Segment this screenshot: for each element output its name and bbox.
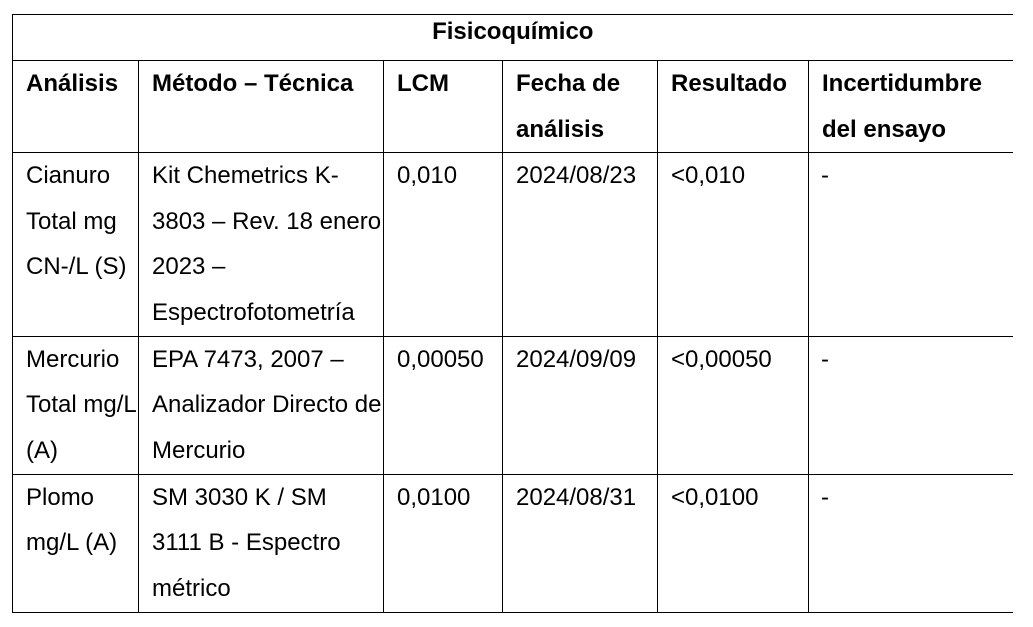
cell-fecha: 2024/08/31 [503,474,658,612]
cell-fecha: 2024/09/09 [503,336,658,474]
cell-analisis: Cianuro Total mg CN-/L (S) [13,153,139,336]
table-row [13,336,1013,474]
header-analisis: Análisis [13,61,139,153]
cell-resultado: <0,00050 [658,336,809,474]
header-incertidumbre: Incertidumbre del ensayo [809,61,1013,153]
header-fecha-analisis: Fecha de análisis [503,61,658,153]
cell-lcm: 0,010 [384,153,503,336]
cell-incertidumbre: - [809,153,1013,336]
cell-metodo: EPA 7473, 2007 – Analizador Directo de Mercurio [139,336,384,474]
cell-incertidumbre: - [809,474,1013,612]
table-title-row [13,15,1013,61]
cell-lcm: 0,00050 [384,336,503,474]
cell-resultado: <0,0100 [658,474,809,612]
cell-fecha: 2024/08/23 [503,153,658,336]
cell-metodo: SM 3030 K / SM 3111 B - Espectro métrico [139,474,384,612]
cell-analisis: Mercurio Total mg/L (A) [13,336,139,474]
cell-resultado: <0,010 [658,153,809,336]
table-title: Fisicoquímico [13,15,1013,61]
table-row [13,474,1013,612]
table-header-row [13,61,1013,153]
header-metodo-tecnica: Método – Técnica [139,61,384,153]
cell-incertidumbre: - [809,336,1013,474]
cell-metodo: Kit Chemetrics K-3803 – Rev. 18 enero 2023 – Espectrofotometría [139,153,384,336]
header-resultado: Resultado [658,61,809,153]
cell-lcm: 0,0100 [384,474,503,612]
table-row [13,153,1013,336]
header-lcm: LCM [384,61,503,153]
fisicoquimico-table [12,14,1013,613]
cell-analisis: Plomo mg/L (A) [13,474,139,612]
